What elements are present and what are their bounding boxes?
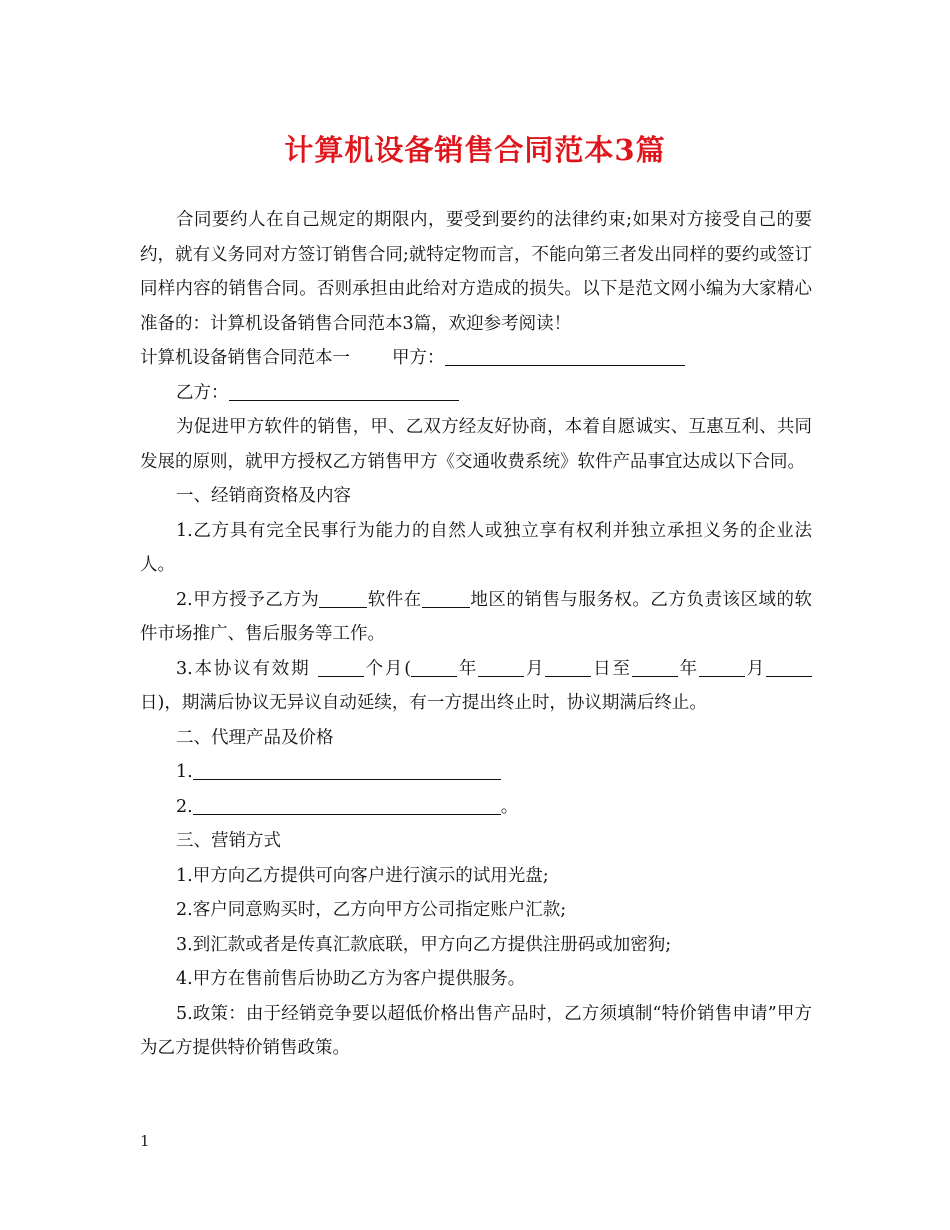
section3-item5: 5.政策：由于经销竞争要以超低价格出售产品时，乙方须填制“特价销售申请”甲方为乙方提供特价销售政策。 [140,1003,812,1058]
section2-item2: 2. 。 [140,790,812,825]
party-b-line [140,376,812,411]
section3-heading: 三、营销方式 [176,831,281,851]
preamble-paragraph: 为促进甲方软件的销售，甲、乙双方经友好协商，本着自愿诚实、互惠互利、共同发展的原则，就甲方授权乙方销售甲方《交通收费系统》软件产品事宜达成以下合同。 [140,417,812,472]
section3-item4: 4.甲方在售前售后协助乙方为客户提供服务。 [176,969,526,989]
end-day-blank [766,654,812,677]
document-title: 计算机设备销售合同范本3篇 [284,133,666,167]
party-a-label: 甲方： [392,348,445,368]
document-body [140,203,812,1066]
section1-item1: 1.乙方具有完全民事行为能力的自然人或独立享有权利并独立承担义务的企业法人。 [140,520,812,575]
end-month-blank [699,654,745,677]
end-year-blank [632,654,678,677]
region-blank [422,585,470,608]
product1-blank [193,757,501,780]
party-b-label: 乙方： [176,382,229,403]
months-blank [318,654,364,677]
section1-item2: 2.甲方授予乙方为 软件在 地区的销售与服务权。乙方负责该区域的软件市场推广、售后服务等工作。 [140,583,812,652]
start-year-blank [411,654,457,677]
software-blank [319,585,367,608]
section1-heading: 一、经销商资格及内容 [176,486,351,506]
section3-item2: 2.客户同意购买时，乙方向甲方公司指定账户汇款; [176,900,567,920]
section3-item1: 1.甲方向乙方提供可向客户进行演示的试用光盘; [176,865,549,886]
party-b-blank [229,378,459,401]
page-number: 1 [140,1132,150,1150]
start-day-blank [545,654,591,677]
product2-blank [193,792,501,815]
section2-heading: 二、代理产品及价格 [176,727,334,748]
party-a-blank [445,343,685,366]
section1-item3: 3.本协议有效期 个月( 年 月 日至 年 月日)，期满后协议无异议自动延续，有一方提出终止时，协议期满后终止。 [140,652,812,721]
section2-item1: 1. [140,755,812,790]
start-month-blank [478,654,524,677]
intro-paragraph: 合同要约人在自己规定的期限内，要受到要约的法律约束;如果对方接受自己的要约，就有义务同对方签订销售合同;就特定物而言，不能向第三者发出同样的要约或签订同样内容的销售合同。否则承担由此给对方造成的损失。以下是范文网小编为大家精心准备的：计算机设备销售合同范本3篇，欢迎参考阅读！ [140,210,812,334]
contract-one-heading: 计算机设备销售合同范本一 [140,348,350,368]
party-a-line [140,341,812,376]
section3-item3: 3.到汇款或者是传真汇款底联，甲方向乙方提供注册码或加密狗; [176,934,672,955]
